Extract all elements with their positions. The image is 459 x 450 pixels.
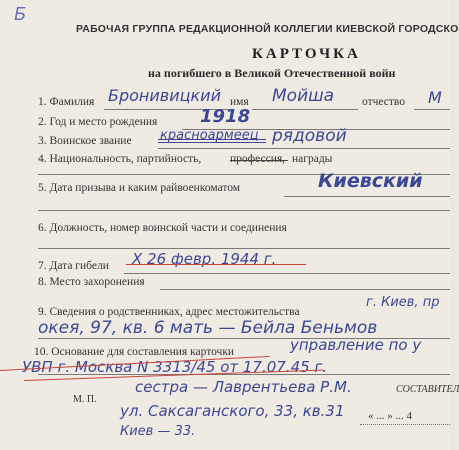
composer-label: СОСТАВИТЕЛ [396, 384, 459, 395]
field-relatives-label: 9. Сведения о родственниках, адрес местожительства [38, 306, 300, 318]
handwritten-basis-2: УВП г. Москва N 3313/45 от 17.07.45 г. [22, 358, 328, 376]
handwritten-sister-1: сестра — Лаврентьева Р.М. [135, 378, 352, 396]
corner-mark: Б [14, 4, 27, 25]
handwritten-patronymic: М [428, 88, 442, 107]
field-name-label: имя [230, 96, 249, 108]
composer-signature: « ... » ... 4 [368, 410, 412, 422]
patronymic-line [414, 109, 450, 110]
handwritten-name: Мойша [272, 86, 335, 106]
rank-strikethrough-2 [158, 142, 266, 143]
handwritten-basis: управление по у [290, 336, 422, 354]
field-conscription-label: 5. Дата призыва и каким райвоенкоматом [38, 182, 241, 194]
handwritten-birth-year: 1918 [200, 106, 251, 127]
organization-header: РАБОЧАЯ ГРУППА РЕДАКЦИОННОЙ КОЛЛЕГИИ КИЕВСКОЙ ГОРОДСКО [76, 23, 459, 35]
field-position-label: 6. Должность, номер воинской части и соединения [38, 222, 287, 234]
mp-label: М. П. [73, 394, 97, 405]
handwritten-death-date: Х 26 февр. 1944 г. [132, 250, 277, 268]
card-subtitle: на погибшего в Великой Отечественной войн [148, 66, 396, 80]
handwritten-relatives-2: окея, 97, кв. 6 мать — Бейла Беньмов [38, 318, 378, 338]
field-nationality-label: 4. Национальность, партийность, [38, 153, 202, 165]
death-date-underline [126, 264, 306, 265]
handwritten-conscription: Киевский [318, 170, 423, 192]
conscription-line-2 [38, 210, 450, 211]
death-date-line [124, 273, 450, 274]
burial-line [160, 289, 450, 290]
handwritten-sister-2: ул. Саксаганского, 33, кв.31 [120, 402, 345, 420]
position-line [38, 248, 450, 249]
field-death-date-label: 7. Дата гибели [38, 260, 109, 272]
rank-strikethrough [158, 139, 266, 140]
field-burial-label: 8. Место захоронения [38, 276, 145, 288]
name-line [252, 109, 358, 110]
composer-line [360, 424, 450, 425]
card-title: КАРТОЧКА [252, 46, 361, 62]
field-awards-label: награды [292, 153, 333, 165]
field-basis-label: 10. Основание для составления карточки [34, 346, 235, 358]
conscription-line [284, 196, 450, 197]
handwritten-rank-crossed: красноармеец [160, 128, 259, 143]
handwritten-rank: рядовой [272, 126, 347, 146]
rank-line [158, 148, 450, 149]
field-rank-label: 3. Воинское звание [38, 135, 132, 147]
field-patronymic-label: отчество [362, 96, 406, 108]
field-birth-label: 2. Год и место рождения [38, 116, 158, 128]
handwritten-surname: Бронивицкий [108, 86, 221, 105]
field-profession-label: профессия, [230, 153, 286, 165]
handwritten-sister-3: Киев — 33. [120, 424, 196, 439]
field-surname-label: 1. Фамилия [38, 96, 95, 108]
profession-strikethrough [230, 160, 288, 161]
handwritten-relatives-1: г. Киев, пр [366, 295, 440, 310]
